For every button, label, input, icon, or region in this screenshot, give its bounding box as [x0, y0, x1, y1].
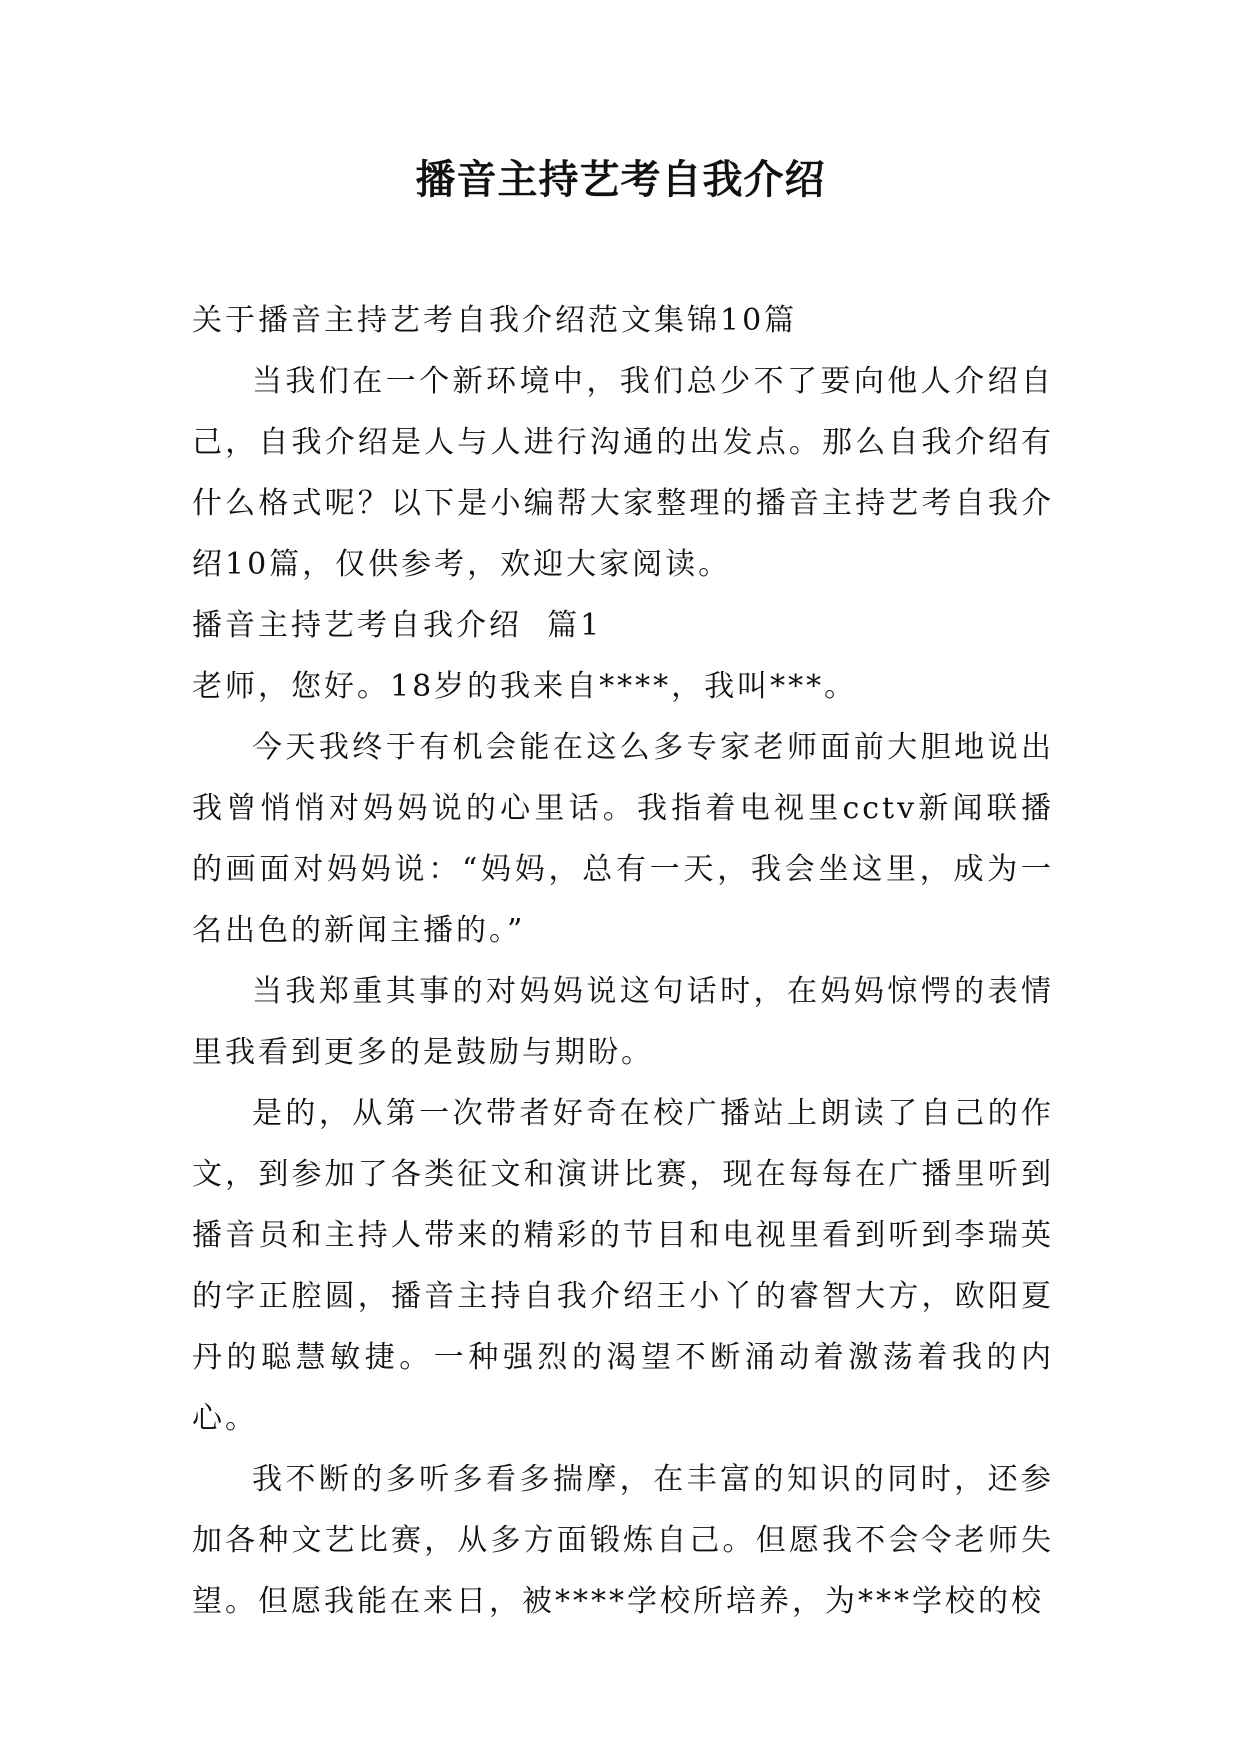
document-subtitle: 关于播音主持艺考自我介绍范文集锦10篇	[192, 303, 798, 338]
body-paragraph: 当我郑重其事的对妈妈说这句话时，在妈妈惊愕的表情里我看到更多的是鼓励与期盼。	[192, 974, 1054, 1070]
body-paragraph: 今天我终于有机会能在这么多专家老师面前大胆地说出我曾悄悄对妈妈说的心里话。我指着电视里cctv新闻联播的画面对妈妈说：“妈妈，总有一天，我会坐这里，成为一名出色的新闻主播的。”	[192, 730, 1054, 948]
body-paragraph: 是的，从第一次带者好奇在校广播站上朗读了自己的作文，到参加了各类征文和演讲比赛，现在每每在广播里听到播音员和主持人带来的精彩的节目和电视里看到听到李瑞英的字正腔圆，播音主持自我介绍王小丫的睿智大方，欧阳夏丹的聪慧敏捷。一种强烈的渴望不断涌动着激荡着我的内心。	[192, 1096, 1054, 1436]
section-heading: 播音主持艺考自我介绍 篇1	[192, 608, 603, 643]
body-paragraph: 我不断的多听多看多揣摩，在丰富的知识的同时，还参加各种文艺比赛，从多方面锻炼自己。但愿我不会令老师失望。但愿我能在来日，被****学校所培养，为***学校的校	[192, 1462, 1054, 1619]
intro-paragraph: 当我们在一个新环境中，我们总少不了要向他人介绍自己，自我介绍是人与人进行沟通的出发点。那么自我介绍有什么格式呢？以下是小编帮大家整理的播音主持艺考自我介绍10篇，仅供参考，欢迎大家阅读。	[192, 364, 1054, 582]
greeting-line: 老师，您好。18岁的我来自****，我叫***。	[192, 669, 858, 704]
document-title: 播音主持艺考自我介绍	[415, 157, 826, 203]
document-body	[192, 290, 1054, 1632]
